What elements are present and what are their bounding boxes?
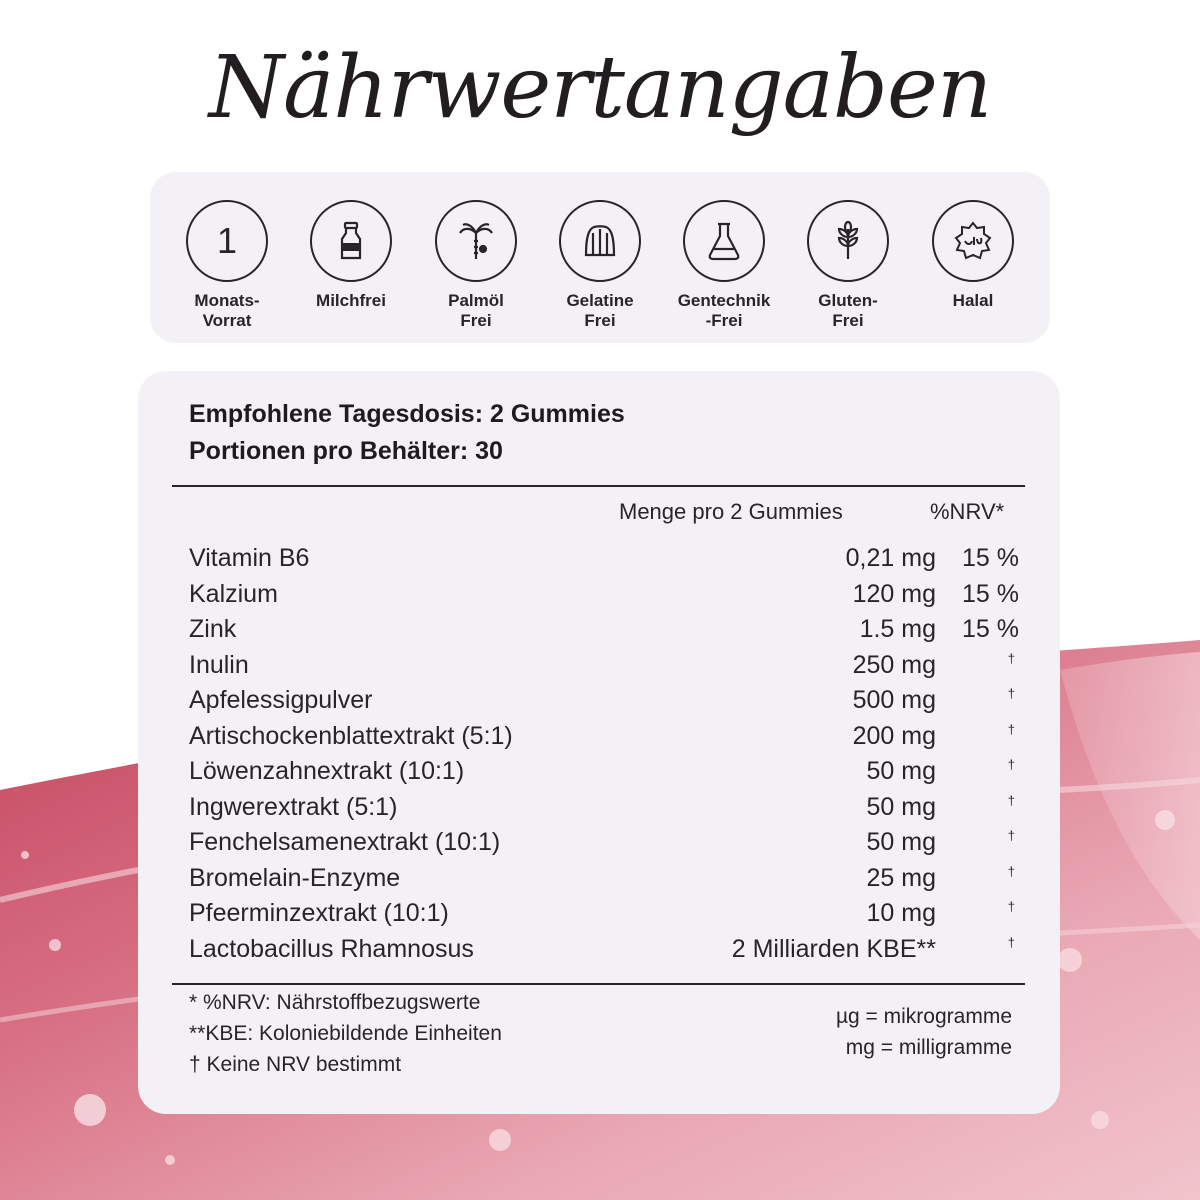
unit-micrograms: µg = mikrogramme [835, 1005, 1012, 1028]
palm-tree-icon [435, 200, 517, 282]
nutrient-nrv: † [1007, 934, 1015, 950]
unit-milligrams: mg = milligramme [845, 1036, 1012, 1059]
nutrient-nrv: † [1007, 792, 1015, 808]
badge-label: Gelatine Frei [566, 291, 634, 330]
nutrient-nrv: † [1007, 721, 1015, 737]
nutrient-name: Apfelessigpulver [189, 686, 373, 714]
badge-monthly-supply [167, 200, 287, 331]
footnote-kbe: **KBE: Koloniebildende Einheiten [189, 1022, 502, 1045]
badge-label: Milchfrei [316, 291, 386, 310]
nutrient-nrv: † [1007, 863, 1015, 879]
nutrient-nrv: 15 % [962, 544, 1019, 572]
badge-number: 1 [216, 220, 238, 261]
nutrient-nrv: 15 % [962, 579, 1019, 608]
nutrient-amount: 2 Milliarden KBE** [731, 934, 936, 963]
badge-label: Palmöl Frei [448, 291, 504, 330]
nutrient-nrv: 15 % [962, 615, 1019, 643]
table-top-divider [172, 485, 1025, 487]
nutrient-amount: 50 mg [866, 828, 936, 856]
flask-icon [683, 200, 765, 282]
badge-label: Gluten- Frei [818, 291, 878, 330]
nutrient-nrv: † [1007, 757, 1015, 772]
nutrient-amount: 25 mg [866, 863, 936, 892]
milk-bottle-icon [310, 200, 392, 282]
table-row [189, 544, 1019, 580]
badge-label: Monats- Vorrat [194, 291, 260, 330]
badge-palm-oil-free [416, 200, 536, 331]
nutrient-amount: 250 mg [852, 650, 936, 679]
feature-badges-card [150, 172, 1050, 343]
halal-icon [932, 200, 1014, 282]
badge-gelatine-free [540, 200, 660, 331]
badge-label: Gentechnik -Frei [677, 291, 771, 330]
nutrient-name: Lactobacillus Rhamnosus [189, 934, 474, 963]
badge-gluten-free [788, 200, 908, 331]
table-row [189, 580, 1019, 616]
nutrient-amount: 50 mg [866, 792, 936, 821]
table-row [189, 651, 1019, 687]
nutrient-amount: 500 mg [852, 686, 936, 714]
footnote-nrv: * %NRV: Nährstoffbezugswerte [189, 991, 481, 1014]
nutrient-amount: 0,21 mg [845, 544, 936, 572]
column-header-nrv: %NRV* [930, 499, 1005, 524]
number-one-icon [186, 200, 268, 282]
nutrient-name: Fenchelsamenextrakt (10:1) [189, 828, 501, 856]
table-bottom-divider [172, 983, 1025, 985]
table-row [189, 899, 1019, 935]
page-title: Nährwertangaben [208, 38, 992, 138]
table-row [189, 615, 1019, 651]
table-row [189, 935, 1019, 971]
nutrient-name: Vitamin B6 [189, 544, 310, 572]
badge-halal [913, 200, 1033, 311]
daily-dose-text: Empfohlene Tagesdosis: 2 Gummies [189, 400, 625, 428]
footnote-dagger: † Keine NRV bestimmt [189, 1053, 402, 1076]
nutrient-name: Artischockenblattextrakt (5:1) [189, 721, 513, 750]
nutrient-amount: 120 mg [852, 579, 936, 608]
nutrient-name: Kalzium [189, 579, 278, 608]
table-row [189, 686, 1019, 722]
badge-gmo-free [664, 200, 784, 331]
nutrition-facts-panel [138, 371, 1060, 1114]
wheat-icon [807, 200, 889, 282]
nutrient-amount: 10 mg [866, 899, 936, 927]
nutrient-nrv: † [1007, 650, 1015, 666]
table-row [189, 864, 1019, 900]
servings-per-container-text: Portionen pro Behälter: 30 [189, 437, 503, 465]
nutrient-amount: 200 mg [852, 721, 936, 750]
badge-label: Halal [952, 291, 994, 310]
table-row [189, 757, 1019, 793]
table-row [189, 828, 1019, 864]
nutrient-name: Ingwerextrakt (5:1) [189, 792, 398, 821]
column-header-amount: Menge pro 2 Gummies [619, 499, 843, 524]
nutrient-nrv: † [1007, 899, 1015, 914]
table-row [189, 722, 1019, 758]
nutrient-name: Zink [189, 615, 237, 643]
nutrient-nrv: † [1007, 828, 1015, 843]
nutrient-name: Bromelain-Enzyme [189, 863, 401, 892]
nutrient-amount: 1.5 mg [859, 615, 936, 643]
badge-dairy-free [291, 200, 411, 311]
gelatine-icon [559, 200, 641, 282]
nutrient-name: Löwenzahnextrakt (10:1) [189, 757, 465, 785]
nutrient-name: Pfeerminzextrakt (10:1) [189, 899, 449, 927]
nutrient-nrv: † [1007, 686, 1015, 701]
table-row [189, 793, 1019, 829]
nutrient-name: Inulin [189, 650, 249, 679]
nutrient-amount: 50 mg [866, 757, 936, 785]
